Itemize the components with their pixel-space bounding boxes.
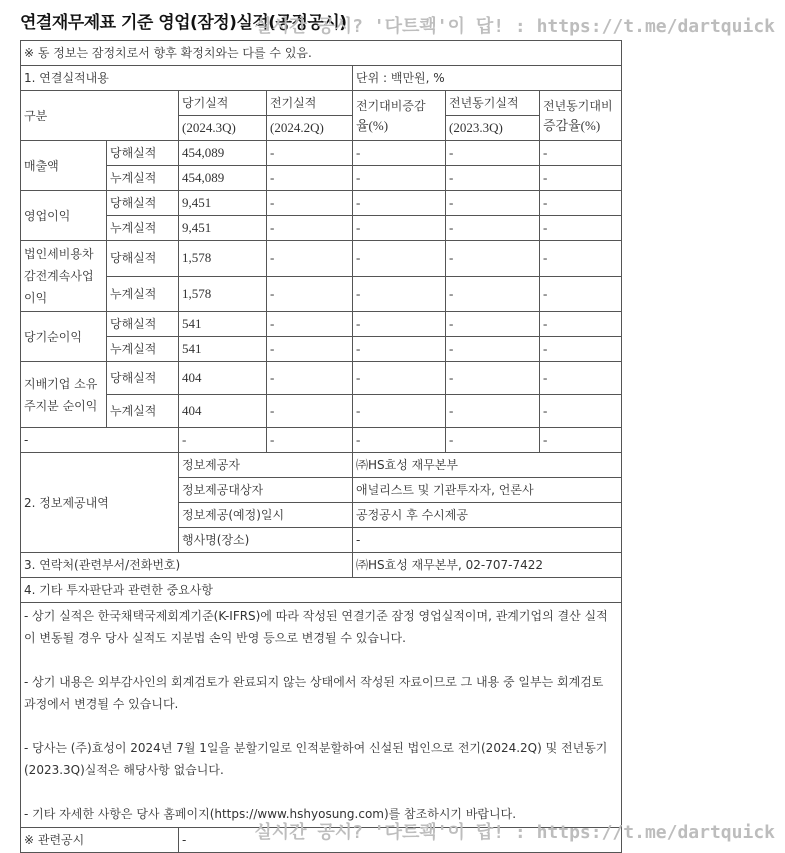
info-key: 행사명(장소) — [179, 528, 353, 553]
cell-current: 404 — [179, 395, 267, 428]
cell-prev: - — [267, 141, 353, 166]
related-label: ※ 관련공시 — [21, 828, 179, 853]
cell-yoy: - — [446, 337, 540, 362]
info-value: 공정공시 후 수시제공 — [353, 503, 622, 528]
empty-row-prev: - — [267, 428, 353, 453]
note-item: - 기타 자세한 사항은 당사 홈페이지(https://www.hshyosung.com)를 참조하시기 바랍니다. — [24, 807, 517, 821]
cell-prev: - — [267, 337, 353, 362]
cell-yoy: - — [446, 395, 540, 428]
item-operating-profit: 영업이익 — [21, 191, 107, 241]
cell-yoy-rate: - — [540, 395, 622, 428]
info-value: ㈜HS효성 재무본부 — [353, 453, 622, 478]
section2-label: 2. 정보제공내역 — [21, 453, 179, 553]
cell-yoy-rate: - — [540, 337, 622, 362]
cell-yoy-rate: - — [540, 312, 622, 337]
cell-yoy: - — [446, 166, 540, 191]
row-type: 당해실적 — [107, 362, 179, 395]
cell-qoq: - — [353, 362, 446, 395]
cell-current: 1,578 — [179, 241, 267, 277]
cell-current: 454,089 — [179, 166, 267, 191]
item-controlling-net-income: 지배기업 소유주지분 순이익 — [21, 362, 107, 428]
header-qoq-line1: 전기대비증감 — [356, 98, 426, 113]
empty-row-qoq: - — [353, 428, 446, 453]
cell-prev: - — [267, 216, 353, 241]
header-yoy-rate-line2: 증감율(%) — [543, 117, 601, 133]
watermark-bottom: 실시간 공시? '다트쾍'이 답! : https://t.me/dartquick — [254, 822, 775, 843]
header-current: 당기실적 — [179, 91, 267, 116]
cell-prev: - — [267, 312, 353, 337]
cell-yoy: - — [446, 191, 540, 216]
row-type: 당해실적 — [107, 312, 179, 337]
cell-qoq: - — [353, 216, 446, 241]
cell-yoy-rate: - — [540, 241, 622, 277]
cell-yoy-rate: - — [540, 166, 622, 191]
cell-qoq: - — [353, 166, 446, 191]
note-item: - 당사는 (주)효성이 2024년 7월 1일을 분할기일로 인적분할하여 신설된 법인으로 전기(2024.2Q) 및 전년동기(2023.3Q)실적은 해당사항 없습니다. — [24, 741, 608, 777]
cell-current: 541 — [179, 337, 267, 362]
cell-yoy-rate: - — [540, 191, 622, 216]
row-type: 누계실적 — [107, 276, 179, 312]
header-prev: 전기실적 — [267, 91, 353, 116]
cell-current: 454,089 — [179, 141, 267, 166]
row-type: 당해실적 — [107, 241, 179, 277]
row-type: 누계실적 — [107, 337, 179, 362]
unit-label: 단위 : 백만원, % — [353, 66, 622, 91]
cell-yoy: - — [446, 362, 540, 395]
cell-qoq: - — [353, 141, 446, 166]
contact-value: ㈜HS효성 재무본부, 02-707-7422 — [353, 553, 622, 578]
cell-prev: - — [267, 191, 353, 216]
cell-yoy-rate: - — [540, 362, 622, 395]
earnings-table — [20, 40, 622, 853]
cell-yoy-rate: - — [540, 141, 622, 166]
info-value: 애널리스트 및 기관투자자, 언론사 — [353, 478, 622, 503]
page-title: 연결재무제표 기준 영업(잠정)실적(공정공시) — [20, 13, 347, 33]
empty-row-yoy: - — [446, 428, 540, 453]
watermark-top: 실시간 공시? '다트쾍'이 답! : https://t.me/dartquick — [254, 16, 775, 37]
cell-current: 9,451 — [179, 191, 267, 216]
item-pretax-income: 법인세비용차감전계속사업이익 — [21, 241, 107, 312]
cell-prev: - — [267, 166, 353, 191]
note-item: - 상기 내용은 외부감사인의 회계검토가 완료되지 않는 상태에서 작성된 자료이므로 그 내용 중 일부는 회계검토 과정에서 변경될 수 있습니다. — [24, 675, 604, 711]
cell-qoq: - — [353, 337, 446, 362]
header-qoq-line2: 율(%) — [356, 117, 389, 133]
cell-prev: - — [267, 395, 353, 428]
cell-yoy: - — [446, 216, 540, 241]
row-type: 누계실적 — [107, 216, 179, 241]
header-yoy-period: (2023.3Q) — [446, 116, 540, 141]
row-type: 당해실적 — [107, 141, 179, 166]
header-current-period: (2024.3Q) — [179, 116, 267, 141]
notice: ※ 동 정보는 잠정치로서 향후 확정치와는 다를 수 있음. — [21, 41, 622, 66]
cell-prev: - — [267, 276, 353, 312]
related-value: - — [179, 828, 622, 853]
empty-row-current: - — [179, 428, 267, 453]
empty-row-item: - — [21, 428, 179, 453]
row-type: 누계실적 — [107, 166, 179, 191]
cell-qoq: - — [353, 276, 446, 312]
header-yoy-rate — [540, 91, 622, 141]
note-item: - 상기 실적은 한국채택국제회계기준(K-IFRS)에 따라 작성된 연결기준 잠정 영업실적이며, 관계기업의 결산 실적이 변동될 경우 당사 실적도 지분법 손익 반영 등으로 변경될 수 있습니다. — [24, 609, 608, 645]
cell-yoy: - — [446, 276, 540, 312]
header-yoy: 전년동기실적 — [446, 91, 540, 116]
cell-qoq: - — [353, 312, 446, 337]
section3-label: 3. 연락처(관련부서/전화번호) — [21, 553, 353, 578]
cell-prev: - — [267, 241, 353, 277]
info-key: 정보제공(예정)일시 — [179, 503, 353, 528]
item-revenue: 매출액 — [21, 141, 107, 191]
notes-cell — [21, 603, 622, 828]
cell-qoq: - — [353, 241, 446, 277]
header-qoq — [353, 91, 446, 141]
info-value: - — [353, 528, 622, 553]
cell-yoy: - — [446, 141, 540, 166]
cell-qoq: - — [353, 395, 446, 428]
section1-label: 1. 연결실적내용 — [21, 66, 353, 91]
cell-current: 404 — [179, 362, 267, 395]
cell-current: 9,451 — [179, 216, 267, 241]
cell-current: 1,578 — [179, 276, 267, 312]
empty-row-yoy-rate: - — [540, 428, 622, 453]
cell-yoy-rate: - — [540, 276, 622, 312]
cell-prev: - — [267, 362, 353, 395]
cell-qoq: - — [353, 191, 446, 216]
section4-label: 4. 기타 투자판단과 관련한 중요사항 — [21, 578, 622, 603]
cell-yoy: - — [446, 241, 540, 277]
info-key: 정보제공대상자 — [179, 478, 353, 503]
cell-yoy: - — [446, 312, 540, 337]
item-net-income: 당기순이익 — [21, 312, 107, 362]
info-key: 정보제공자 — [179, 453, 353, 478]
row-type: 당해실적 — [107, 191, 179, 216]
cell-current: 541 — [179, 312, 267, 337]
row-type: 누계실적 — [107, 395, 179, 428]
header-yoy-rate-line1: 전년동기대비 — [543, 98, 613, 113]
header-prev-period: (2024.2Q) — [267, 116, 353, 141]
cell-yoy-rate: - — [540, 216, 622, 241]
header-category: 구분 — [21, 91, 179, 141]
